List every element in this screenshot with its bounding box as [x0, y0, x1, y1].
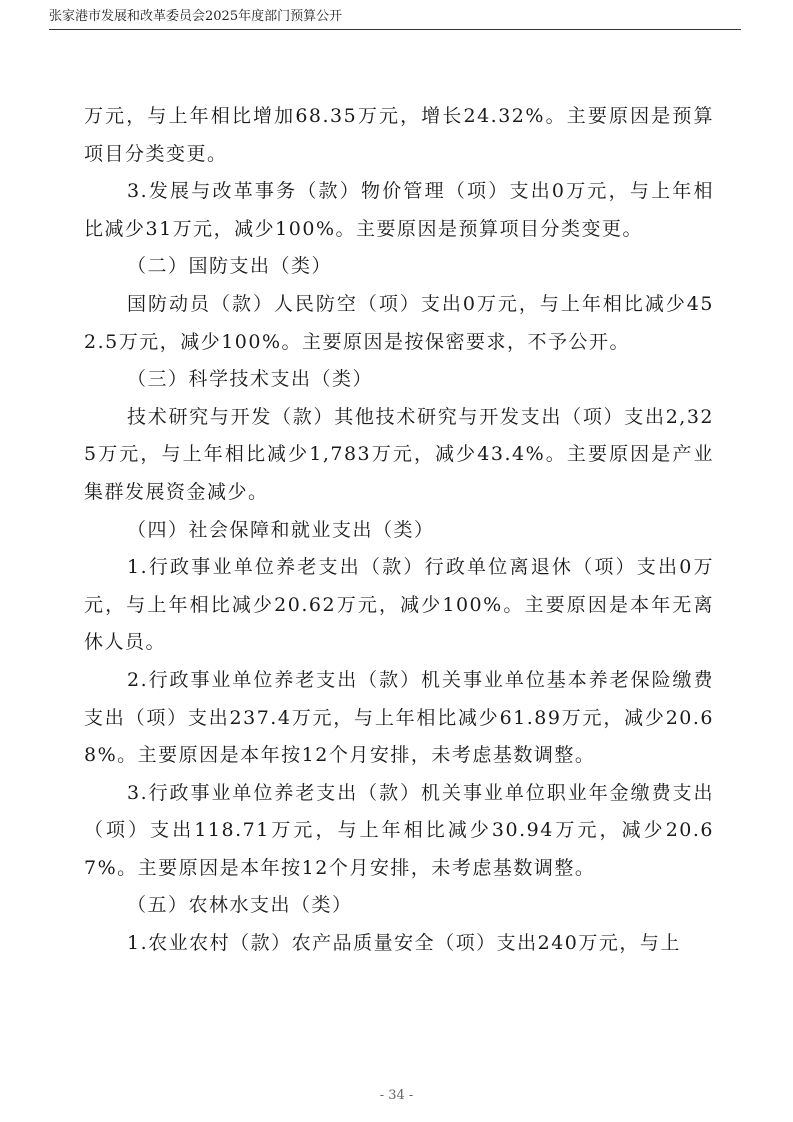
paragraph: 1.行政事业单位养老支出（款）行政单位离退休（项）支出0万元，与上年相比减少20.62万元，减少100%。主要原因是本年无离休人员。 [84, 556, 714, 654]
page-number: - 34 - [379, 1088, 414, 1103]
document-body [84, 98, 714, 963]
paragraph: 万元，与上年相比增加68.35万元，增长24.32%。主要原因是预算项目分类变更。 [84, 105, 714, 165]
paragraph: 1.农业农村（款）农产品质量安全（项）支出240万元，与上 [127, 932, 681, 955]
paragraph: 3.发展与改革事务（款）物价管理（项）支出0万元，与上年相比减少31万元，减少100%。主要原因是预算项目分类变更。 [84, 180, 714, 240]
paragraph: 3.行政事业单位养老支出（款）机关事业单位职业年金缴费支出（项）支出118.71万元，与上年相比减少30.94万元，减少20.67%。主要原因是本年按12个月安排，未考虑基数调整。 [84, 781, 714, 879]
section-heading: （四）社会保障和就业支出（类） [127, 518, 435, 541]
page-header-title: 张家港市发展和改革委员会2025年度部门预算公开 [49, 9, 343, 24]
paragraph: 2.行政事业单位养老支出（款）机关事业单位基本养老保险缴费支出（项）支出237.4万元，与上年相比减少61.89万元，减少20.68%。主要原因是本年按12个月安排，未考虑基数调整。 [84, 668, 714, 767]
section-heading: （二）国防支出（类） [127, 255, 333, 278]
section-heading: （三）科学技术支出（类） [127, 368, 374, 391]
section-heading: （五）农林水支出（类） [127, 894, 353, 917]
paragraph: 技术研究与开发（款）其他技术研究与开发支出（项）支出2,325万元，与上年相比减少1,783万元，减少43.4%。主要原因是产业集群发展资金减少。 [84, 405, 714, 503]
paragraph: 国防动员（款）人民防空（项）支出0万元，与上年相比减少452.5万元，减少100%。主要原因是按保密要求，不予公开。 [84, 292, 714, 353]
header-divider [49, 29, 741, 30]
